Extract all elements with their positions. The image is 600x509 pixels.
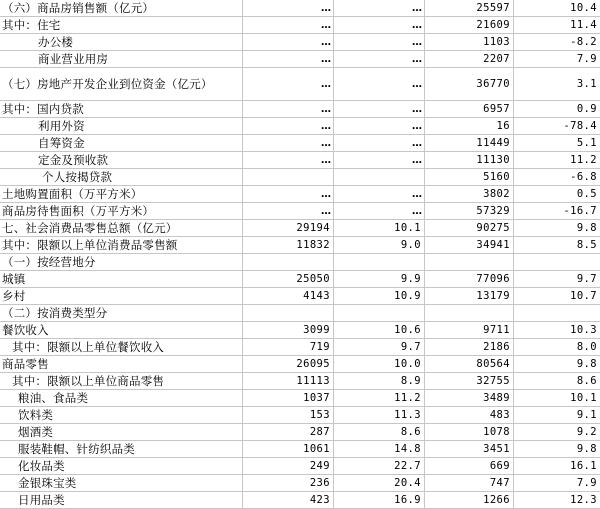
cell-v2: … (334, 34, 425, 50)
cell-v3 (425, 305, 514, 321)
cell-v3: 34941 (425, 237, 514, 253)
row-label: 乡村 (0, 288, 243, 304)
cell-v1 (243, 254, 334, 270)
table-row (0, 424, 600, 441)
cell-v3: 1078 (425, 424, 514, 440)
cell-v3: 483 (425, 407, 514, 423)
cell-v3: 21609 (425, 17, 514, 33)
row-label: （二）按消费类型分 (0, 305, 243, 321)
table-row (0, 288, 600, 305)
cell-v2: … (334, 135, 425, 151)
row-label: 商品零售 (0, 356, 243, 372)
cell-v1: … (243, 0, 334, 16)
cell-v2: 11.2 (334, 390, 425, 406)
cell-v4: 0.9 (576, 103, 597, 115)
cell-v3: 2207 (425, 51, 514, 67)
table-row (0, 101, 600, 118)
cell-v3: 747 (425, 475, 514, 491)
cell-v4: -6.8 (570, 171, 597, 183)
table-row (0, 152, 600, 169)
cell-v2: … (334, 51, 425, 67)
table-row (0, 0, 600, 17)
cell-v2: 10.9 (334, 288, 425, 304)
cell-v3: 13179 (425, 288, 514, 304)
cell-v2: 22.7 (334, 458, 425, 474)
cell-v4: 16.1 (570, 460, 597, 472)
cell-v3: 11130 (425, 152, 514, 168)
row-label: 个人按揭贷款 (0, 169, 243, 185)
row-label: 烟酒类 (0, 424, 243, 440)
cell-v4: 9.1 (576, 409, 597, 421)
cell-v1: 249 (243, 458, 334, 474)
cell-v2: 8.6 (334, 424, 425, 440)
row-label: 粮油、食品类 (0, 390, 243, 406)
cell-v2 (334, 305, 425, 321)
cell-v2: 10.0 (334, 356, 425, 372)
cell-v1: 29194 (243, 220, 334, 236)
cell-v2: … (334, 118, 425, 134)
table-row (0, 339, 600, 356)
cell-v1 (243, 169, 334, 185)
cell-v4: 8.0 (576, 341, 597, 353)
cell-v1: 1037 (243, 390, 334, 406)
table-row (0, 254, 600, 271)
row-label: 其中：限额以上单位商品零售 (0, 373, 243, 389)
cell-v4: 9.8 (576, 443, 597, 455)
cell-v3: 5160 (425, 169, 514, 185)
cell-v4: 10.7 (570, 290, 597, 302)
cell-v3: 80564 (425, 356, 514, 372)
cell-v2: … (334, 68, 425, 100)
cell-v1: … (243, 152, 334, 168)
row-label: 其中：国内贷款 (0, 101, 243, 117)
cell-v1: 423 (243, 492, 334, 508)
cell-v3: 1266 (425, 492, 514, 508)
row-label: 金银珠宝类 (0, 475, 243, 491)
row-label: （一）按经营地分 (0, 254, 243, 270)
cell-v4: 7.9 (576, 53, 597, 65)
cell-v2: … (334, 101, 425, 117)
cell-v4: -8.2 (570, 36, 597, 48)
cell-v1: … (243, 101, 334, 117)
cell-v4: 9.2 (576, 426, 597, 438)
cell-v3: 2186 (425, 339, 514, 355)
cell-v1: 1061 (243, 441, 334, 457)
row-label: 日用品类 (0, 492, 243, 508)
cell-v2: 14.8 (334, 441, 425, 457)
cell-v4 (514, 254, 600, 270)
cell-v4 (514, 305, 600, 321)
cell-v1: … (243, 186, 334, 202)
cell-v1: … (243, 68, 334, 100)
table-row (0, 373, 600, 390)
table-row (0, 237, 600, 254)
table-row (0, 271, 600, 288)
table-row (0, 118, 600, 135)
cell-v2: 16.9 (334, 492, 425, 508)
cell-v1 (243, 305, 334, 321)
table-row (0, 220, 600, 237)
cell-v1: 11832 (243, 237, 334, 253)
cell-v4: 10.1 (570, 392, 597, 404)
cell-v1: … (243, 203, 334, 219)
cell-v4: 11.4 (570, 19, 597, 31)
table-row (0, 475, 600, 492)
table-row (0, 203, 600, 220)
cell-v2: … (334, 186, 425, 202)
cell-v1: … (243, 34, 334, 50)
cell-v4: -16.7 (563, 205, 597, 217)
cell-v4: 7.9 (576, 477, 597, 489)
cell-v2: … (334, 0, 425, 16)
row-label: 城镇 (0, 271, 243, 287)
cell-v4: 9.8 (576, 358, 597, 370)
row-label: 服装鞋帽、针纺织品类 (0, 441, 243, 457)
row-label: 其中：限额以上单位餐饮收入 (0, 339, 243, 355)
cell-v3: 36770 (425, 68, 514, 100)
table-row (0, 169, 600, 186)
table-row (0, 407, 600, 424)
row-label: 利用外资 (0, 118, 243, 134)
table-row (0, 34, 600, 51)
cell-v3: 3451 (425, 441, 514, 457)
cell-v1: 287 (243, 424, 334, 440)
cell-v3: 6957 (425, 101, 514, 117)
cell-v2: … (334, 17, 425, 33)
cell-v2: 9.7 (334, 339, 425, 355)
cell-v2: … (334, 152, 425, 168)
row-label: 自筹资金 (0, 135, 243, 151)
row-label: （六）商品房销售额（亿元） (0, 0, 243, 16)
table-row (0, 356, 600, 373)
table-row (0, 441, 600, 458)
cell-v2: 10.1 (334, 220, 425, 236)
row-label: 土地购置面积（万平方米） (0, 186, 243, 202)
cell-v1: 236 (243, 475, 334, 491)
cell-v4: 10.4 (570, 2, 597, 14)
row-label: 办公楼 (0, 34, 243, 50)
cell-v3: 11449 (425, 135, 514, 151)
cell-v4: 9.7 (576, 273, 597, 285)
cell-v3: 57329 (425, 203, 514, 219)
table-row (0, 51, 600, 68)
row-label: 餐饮收入 (0, 322, 243, 338)
cell-v4: 11.2 (570, 154, 597, 166)
cell-v4: 12.3 (570, 494, 597, 506)
cell-v1: 3099 (243, 322, 334, 338)
cell-v4: 9.8 (576, 222, 597, 234)
table-row (0, 322, 600, 339)
cell-v3: 25597 (425, 0, 514, 16)
cell-v3: 3489 (425, 390, 514, 406)
table-row (0, 390, 600, 407)
cell-v1: 11113 (243, 373, 334, 389)
cell-v3: 3802 (425, 186, 514, 202)
cell-v1: … (243, 118, 334, 134)
cell-v1: 719 (243, 339, 334, 355)
cell-v1: 26095 (243, 356, 334, 372)
cell-v1: … (243, 51, 334, 67)
cell-v3: 1103 (425, 34, 514, 50)
cell-v2: 9.0 (334, 237, 425, 253)
table-row (0, 186, 600, 203)
row-label: 其中：住宅 (0, 17, 243, 33)
cell-v1: 153 (243, 407, 334, 423)
cell-v4: 0.5 (576, 188, 597, 200)
cell-v2: 8.9 (334, 373, 425, 389)
cell-v3 (425, 254, 514, 270)
table-row (0, 68, 600, 101)
cell-v1: 25050 (243, 271, 334, 287)
cell-v2: 11.3 (334, 407, 425, 423)
table-row (0, 135, 600, 152)
cell-v2: 10.6 (334, 322, 425, 338)
table-row (0, 492, 600, 509)
row-label: 化妆品类 (0, 458, 243, 474)
table-row (0, 305, 600, 322)
cell-v4: 5.1 (576, 137, 597, 149)
row-label: 商品房待售面积（万平方米） (0, 203, 243, 219)
cell-v1: … (243, 17, 334, 33)
cell-v3: 16 (425, 118, 514, 134)
cell-v2: 9.9 (334, 271, 425, 287)
row-label: 七、社会消费品零售总额（亿元） (0, 220, 243, 236)
cell-v4: 3.1 (576, 78, 597, 90)
row-label: （七）房地产开发企业到位资金（亿元） (0, 68, 243, 100)
cell-v2 (334, 254, 425, 270)
cell-v4: -78.4 (563, 120, 597, 132)
cell-v4: 8.5 (576, 239, 597, 251)
cell-v3: 90275 (425, 220, 514, 236)
row-label: 其中：限额以上单位消费品零售额 (0, 237, 243, 253)
cell-v4: 10.3 (570, 324, 597, 336)
cell-v1: … (243, 135, 334, 151)
cell-v2: 20.4 (334, 475, 425, 491)
cell-v3: 77096 (425, 271, 514, 287)
table-row (0, 17, 600, 34)
cell-v4: 8.6 (576, 375, 597, 387)
table-row (0, 458, 600, 475)
row-label: 定金及预收款 (0, 152, 243, 168)
row-label: 饮料类 (0, 407, 243, 423)
cell-v3: 669 (425, 458, 514, 474)
row-label: 商业营业用房 (0, 51, 243, 67)
cell-v2: … (334, 203, 425, 219)
cell-v3: 32755 (425, 373, 514, 389)
cell-v2 (334, 169, 425, 185)
cell-v1: 4143 (243, 288, 334, 304)
cell-v3: 9711 (425, 322, 514, 338)
